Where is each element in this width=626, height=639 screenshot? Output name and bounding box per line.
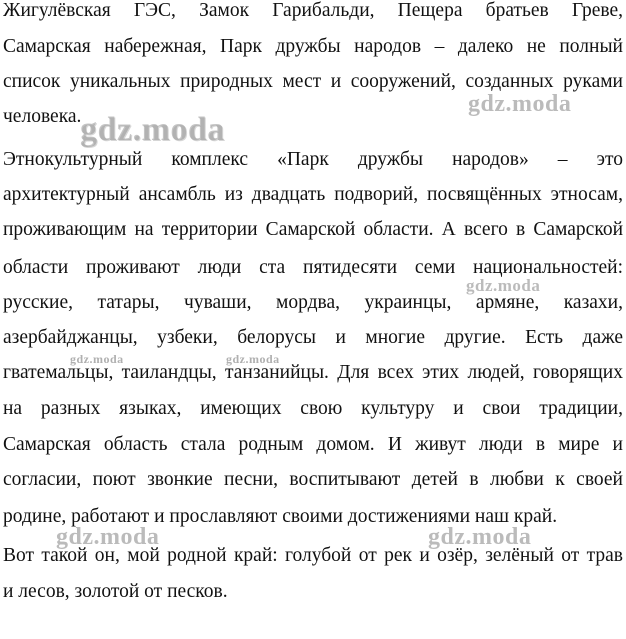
watermark-gdz-moda: gdz.moda xyxy=(70,352,124,366)
paragraph-2-line-1: Этнокультурный комплекс «Парк дружбы народов» – это xyxy=(3,149,623,170)
watermark-gdz-moda: gdz.moda xyxy=(226,352,280,366)
paragraph-2-line-10: согласии, поют звонкие песни, воспитывают детей в любви к своей xyxy=(3,469,623,490)
watermark-gdz-moda: gdz.moda xyxy=(56,524,160,550)
paragraph-2-line-4: области проживают люди ста пятидесяти семи национальностей: xyxy=(3,257,623,278)
paragraph-2-line-2: архитектурный ансамбль из двадцать подворий, посвящённых этносам, xyxy=(3,184,623,205)
paragraph-2-line-6: азербайджанцы, узбеки, белорусы и многие другие. Есть даже xyxy=(3,327,623,348)
paragraph-2-line-11: родине, работают и прославляют своими достижениями наш край. xyxy=(3,506,558,527)
watermark-gdz-moda: gdz.moda xyxy=(80,111,225,148)
watermark-gdz-moda: gdz.moda xyxy=(468,91,572,117)
watermark-gdz-moda: gdz.moda xyxy=(428,524,532,550)
paragraph-2-line-9: Самарская область стала родным домом. И живут люди в мире и xyxy=(3,434,623,455)
paragraph-2-line-7: гватемальцы, таиландцы, танзанийцы. Для всех этих людей, говорящих xyxy=(3,362,623,383)
paragraph-1-line-2: Самарская набережная, Парк дружбы народов – далеко не полный xyxy=(3,36,623,57)
paragraph-3-line-2: и лесов, золотой от песков. xyxy=(3,581,228,602)
paragraph-2-line-5: русские, татары, чуваши, мордва, украинцы, армяне, казахи, xyxy=(3,292,623,313)
paragraph-2-line-8: на разных языках, имеющих свою культуру и свои традиции, xyxy=(3,398,623,419)
paragraph-3-line-1: Вот такой он, мой родной край: голубой от рек и озёр, зелёный от трав xyxy=(3,545,623,566)
watermark-gdz-moda: gdz.moda xyxy=(466,276,541,295)
paragraph-1-line-1: Жигулёвская ГЭС, Замок Гарибальди, Пещера братьев Греве, xyxy=(3,0,623,21)
paragraph-1-line-3: список уникальных природных мест и сооружений, созданных руками xyxy=(3,71,623,92)
paragraph-1-line-4: человека. xyxy=(3,106,82,127)
paragraph-2-line-3: проживающим на территории Самарской области. А всего в Самарской xyxy=(3,219,623,240)
